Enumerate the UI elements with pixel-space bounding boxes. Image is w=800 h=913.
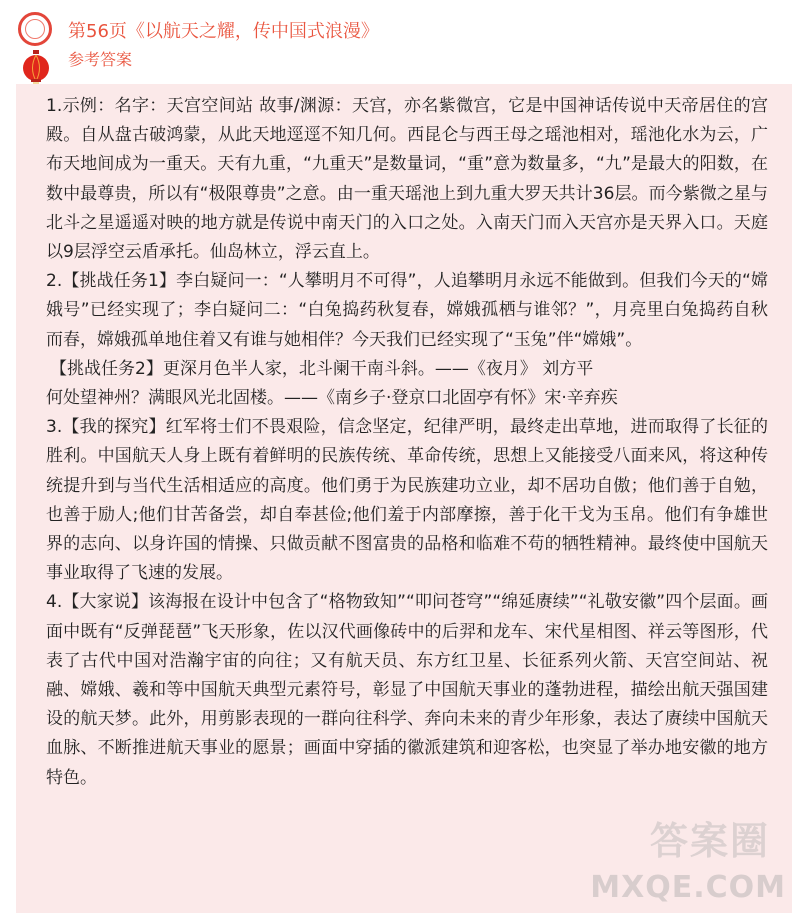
answer-1: 1.示例：名字：天宫空间站 故事/渊源：天宫，亦名紫微宫，它是中国神话传说中天帝居住的宫殿。自从盘古破鸿蒙，从此天地逕逕不知几何。西昆仑与西王母之瑶池相对，瑶池化水为云，广布天地间成为一重天。天有九重，“九重天”是数量词，“重”意为数量多，“九”是最大的阳数，在数中最尊贵，所以有“极限尊贵”之意。由一重天瑶池上到九重大罗天共计36层。而今紫微之星与北斗之星遥遥对映的地方就是传说中南天门的入口之处。入南天门而入天宫亦是天界入口。天庭以9层浮空云盾承托。仙岛林立，浮云直上。 xyxy=(46,96,768,263)
answer-content xyxy=(46,92,768,793)
answer-4: 4.【大家说】该海报在设计中包含了“格物致知”“叩问苍穹”“绵延赓续”“礼敬安徽”四个层面。画面中既有“反弹琵琶”飞天形象，佐以汉代画像砖中的后羿和龙车、宋代星相图、祥云等图形，代表了古代中国对浩瀚宇宙的向往；又有航天员、东方红卫星、长征系列火箭、天宫空间站、祝融、嫦娥、羲和等中国航天典型元素符号，彰显了中国航天事业的蓬勃进程，描绘出航天强国建设的航天梦。此外，用剪影表现的一群向往科学、奔向未来的青少年形象，表达了赓续中国航天血脉、不断推进航天事业的愿景；画面中穿插的徽派建筑和迎客松，也突显了举办地安徽的地方特色。 xyxy=(46,592,768,788)
header xyxy=(0,0,800,80)
page-title: 第56页《以航天之耀，传中国式浪漫》 xyxy=(68,21,379,42)
answer-2-task-1: 2.【挑战任务1】李白疑问一：“人攀明月不可得”，人追攀明月永远不能做到。但我们今天的“嫦娥号”已经实现了；李白疑问二：“白兔捣药秋复春，嫦娥孤栖与谁邻？”，月亮里白兔捣药自秋而春，嫦娥孤单地住着又有谁与她相伴？今天我们已经实现了“玉兔”伴“嫦娥”。 xyxy=(46,271,768,350)
answer-2-task-2: 【挑战任务2】更深月色半人家，北斗阑干南斗斜。——《夜月》 刘方平 xyxy=(50,358,594,379)
answer-2-task-2-poem: 何处望神州？满眼风光北固楼。——《南乡子·登京口北固亭有怀》宋·辛弃疾 xyxy=(46,388,618,409)
answer-3: 3.【我的探究】红军将士们不畏艰险，信念坚定，纪律严明，最终走出草地，进而取得了长征的胜利。中国航天人身上既有着鲜明的民族传统、革命传统，思想上又能接受八面来风，将这种传统提升到与当代生活相适应的高度。他们勇于为民族建功立业，却不居功自傲；他们善于自勉，也善于励人;他们甘苦备尝，却自奉甚俭;他们羞于内部摩擦，善于化干戈为玉帛。他们有争雄世界的志向、以身许国的情操、只做贡献不图富贵的品格和临难不苟的牺牲精神。最终使中国航天事业取得了飞速的发展。 xyxy=(46,417,768,584)
watermark-cn: 答案圈 xyxy=(649,819,770,863)
watermark-en: MXQE.COM xyxy=(590,870,786,905)
page-subtitle: 参考答案 xyxy=(68,50,133,69)
circle-ring-icon xyxy=(18,12,52,46)
